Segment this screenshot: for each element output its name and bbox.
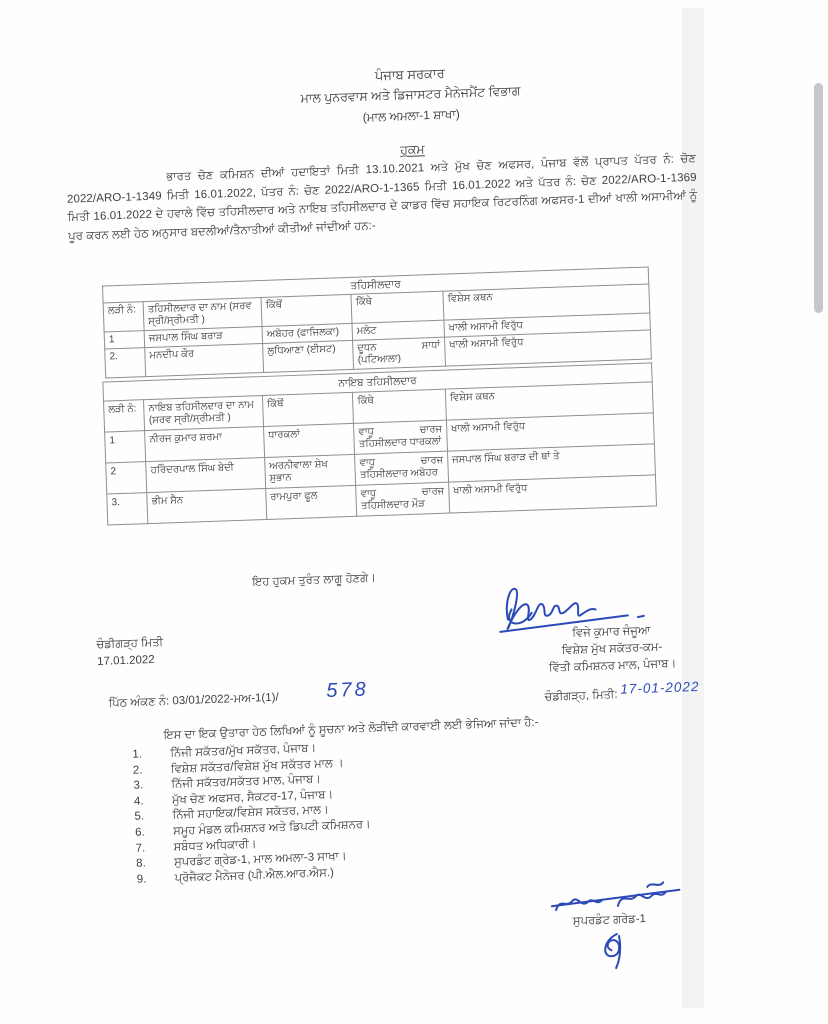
cell-name: ਭੀਮ ਸੈਨ — [147, 488, 267, 523]
order-date: 17.01.2022 — [96, 653, 155, 668]
officer-name: ਵਿਜੇ ਕੁਮਾਰ ਜੰਜੂਆ — [572, 624, 651, 640]
table-caption: ਤਹਿਸੀਲਦਾਰ — [103, 267, 649, 303]
col-header-to: ਕਿੱਥੇ — [353, 389, 447, 423]
cell-to: ਵਾਧੂ ਚਾਰਜ ਤਹਿਸੀਲਦਾਰ ਮੌੜ — [356, 482, 450, 516]
scanned-order-page — [3, 8, 757, 1013]
cell-from: ਧਾਰਕਲਾਂ — [263, 423, 355, 457]
naib-tehsildar-table — [102, 362, 657, 525]
branch-title: (ਮਾਲ ਅਮਲਾ-1 ਸ਼ਾਖਾ) — [362, 106, 460, 125]
cell-remarks: ਖਾਲੀ ਅਸਾਮੀ ਵਿਰੁੱਧ — [445, 330, 652, 366]
item-number: 8. — [135, 857, 146, 870]
cell-serial: 3. — [107, 493, 148, 525]
handwritten-ref-number: 578 — [325, 678, 370, 702]
officer-title-2: ਵਿੱਤੀ ਕਮਿਸ਼ਨਰ ਮਾਲ, ਪੰਜਾਬ। — [548, 657, 677, 675]
officer-block — [486, 620, 738, 680]
item-text: ਨਿੱਜੀ ਸਹਾਇਕ/ਵਿਸ਼ੇਸ ਸਕੱਤਰ, ਮਾਲ। — [172, 804, 329, 822]
cell-from: ਰਾਮਪੁਰਾ ਫੂਲ — [266, 485, 358, 519]
item-number: 6. — [134, 826, 145, 839]
cell-remarks: ਖਾਲੀ ਅਸਾਮੀ ਵਿਰੁੱਧ — [444, 313, 650, 337]
col-header-name: ਤਹਿਸੀਲਦਾਰ ਦਾ ਨਾਮ (ਸਰਵ ਸ੍ਰੀ/ਸ੍ਰੀਮਤੀ ) — [143, 298, 262, 331]
cell-remarks: ਖਾਲੀ ਅਸਾਮੀ ਵਿਰੁੱਧ — [446, 413, 654, 451]
item-number: 3. — [133, 779, 144, 792]
cell-from: ਅਬੋਹਰ (ਫਾਜਿਲਕਾ) — [262, 323, 353, 343]
place-date-block — [96, 635, 164, 671]
cell-serial: 2. — [105, 348, 146, 378]
cell-to: ਵਾਧੂ ਚਾਰਜ ਤਹਿਸੀਲਦਾਰ ਧਾਰਕਲਾਂ — [354, 420, 448, 454]
cell-from: ਅਰਨੀਵਾਲਾ ਸ਼ੇਖ ਸੁਭਾਨ — [264, 454, 356, 488]
distribution-list — [132, 732, 617, 889]
initials-ink — [591, 927, 639, 973]
department-title: ਮਾਲ ਪੁਨਰਵਾਸ ਅਤੇ ਡਿਜਾਸਟਰ ਮੈਨੇਜਮੈਂਟ ਵਿਭਾਗ — [300, 83, 521, 106]
government-title: ਪੰਜਾਬ ਸਰਕਾਰ — [374, 65, 445, 83]
endorsement-place-label: ਚੰਡੀਗੜ੍ਹ, ਮਿਤੀ: — [544, 688, 618, 704]
item-text: ਸਮੂਹ ਮੰਡਲ ਕਮਿਸ਼ਨਰ ਅਤੇ ਡਿਪਟੀ ਕਮਿਸ਼ਨਰ। — [172, 818, 371, 838]
col-header-serial: ਲੜੀ ਨੰ: — [104, 400, 145, 432]
col-header-remarks: ਵਿਸ਼ੇਸ ਕਥਨ — [443, 284, 650, 320]
immediate-effect-note: ਇਹ ਹੁਕਮ ਤੁਰੰਤ ਲਾਗੂ ਹੋਣਗੇ। — [252, 572, 377, 589]
item-number: 4. — [133, 795, 144, 808]
item-text: ਸਬੰਧਤ ਅਧਿਕਾਰੀ। — [173, 838, 257, 853]
cell-to: ਦੂਧਨ ਸਾਧਾਂ (ਪਟਿਆਲਾ) — [353, 337, 446, 369]
cell-to: ਮਲੋਟ — [352, 320, 445, 340]
item-text: ਨਿੱਜੀ ਸਕੱਤਰ/ਮੁੱਖ ਸਕੱਤਰ, ਪੰਜਾਬ। — [170, 742, 317, 760]
col-header-serial: ਲੜੀ ਨੰ: — [103, 302, 144, 332]
item-text: ਨਿੱਜੀ ਸਕੱਤਰ/ਸਕੱਤਰ ਮਾਲ, ਪੰਜਾਬ। — [171, 773, 322, 791]
item-number: 1. — [132, 748, 143, 761]
col-header-name: ਨਾਇਬ ਤਹਿਸੀਲਦਾਰ ਦਾ ਨਾਮ (ਸਰਵ ਸ੍ਰੀ/ਸ੍ਰੀਮਤੀ ) — [144, 396, 264, 431]
cell-serial: 2 — [106, 462, 147, 494]
scrollbar-thumb[interactable] — [814, 83, 823, 313]
table-caption: ਨਾਇਬ ਤਹਿਸੀਲਦਾਰ — [103, 363, 652, 401]
item-text: ਸੁਪਰਡੰਟ ਗ੍ਰੇਡ-1, ਮਾਲ ਅਮਲਾ-3 ਸਾਖਾ। — [173, 850, 347, 869]
cell-serial: 1 — [105, 431, 146, 463]
cell-to: ਵਾਧੂ ਚਾਰਜ ਤਹਿਸੀਲਦਾਰ ਅਬੋਹਰ — [355, 451, 449, 485]
cell-name: ਨੀਰਜ ਕੁਮਾਰ ਸ਼ਰਮਾ — [145, 427, 265, 462]
cell-name: ਜਸਪਾਲ ਸਿੰਘ ਬਰਾੜ — [144, 327, 263, 348]
col-header-to: ਕਿੱਥੇ — [351, 291, 444, 323]
tehsildar-table — [102, 266, 652, 378]
col-header-from: ਕਿੱਥੋਂ — [262, 392, 354, 426]
col-header-remarks: ਵਿਸ਼ੇਸ ਕਥਨ — [445, 382, 653, 420]
order-heading: ਹੁਕਮ — [399, 142, 425, 158]
cell-serial: 1 — [104, 331, 145, 349]
item-text: ਪ੍ਰੋਜੈਕਟ ਮੈਨੇਜਰ (ਪੀ.ਐਲ.ਆਰ.ਐਸ.) — [174, 866, 335, 885]
cell-from: ਲੁਧਿਆਣਾ (ਈਸਟ) — [263, 340, 354, 372]
item-number: 2. — [132, 764, 143, 777]
superintendent-title: ਸੁਪਰਡੰਟ ਗਰੇਡ-1 — [572, 912, 647, 928]
item-text: ਵਿਸ਼ੇਸ਼ ਸਕੱਤਰ/ਵਿਸ਼ੇਸ਼ ਮੁੱਖ ਸਕੱਤਰ ਮਾਲ । — [170, 757, 344, 776]
handwritten-date: 17-01-2022 — [620, 678, 700, 697]
cell-name: ਮਨਦੀਪ ਕੌਰ — [145, 343, 264, 376]
item-number: 9. — [136, 873, 147, 886]
item-text: ਮੁੱਖ ਚੋਣ ਅਫਸਰ, ਸੈਕਟਰ-17, ਪੰਜਾਬ। — [171, 788, 334, 807]
cell-name: ਹਰਿੰਦਰਪਾਲ ਸਿੰਘ ਬੇਦੀ — [146, 458, 266, 493]
item-number: 5. — [134, 810, 145, 824]
endorsement-ref: ਪਿੱਠ ਅੰਕਣ ਨੰ: 03/01/2022-ਮਅ-1(1)/ — [108, 691, 279, 710]
officer-title-1: ਵਿਸ਼ੇਸ਼ ਮੁੱਖ ਸਕੱਤਰ-ਕਮ- — [561, 641, 663, 657]
item-number: 7. — [135, 841, 146, 855]
distribution-intro: ਇਸ ਦਾ ਇਕ ਉਤਾਰਾ ਹੇਠ ਲਿਖਿਆਂ ਨੂੰ ਸੂਚਨਾ ਅਤੇ ਲੋੜੀਂਦੀ ਕਾਰਵਾਈ ਲਈ ਭੇਜਿਆ ਜਾਂਦਾ ਹੈ:- — [163, 716, 539, 742]
col-header-from: ਕਿੱਥੋਂ — [261, 294, 352, 326]
order-paragraph: ਭਾਰਤ ਚੋਣ ਕਮਿਸ਼ਨ ਦੀਆਂ ਹਦਾਇਤਾਂ ਮਿਤੀ 13.10.2021 ਅਤੇ ਮੁੱਖ ਚੋਣ ਅਫਸਰ, ਪੰਜਾਬ ਵੱਲੋਂ ਪ੍ਰਾਪਤ ਪੱਤਰ ਨੰ: ਚੋਣ 2022/ARO-1-1349 ਮਿਤੀ 16.01.2022, ਪੱਤਰ ਨੰ: ਚੋਣ 2022/ARO-1-1365 ਮਿਤੀ 16.01.2022 ਅਤੇ ਪੱਤਰ ਨੰ: ਚੋਣ 2022/ARO-1-1369 ਮਿਤੀ 16.01.2022 ਦੇ ਹਵਾਲੇ ਵਿੱਚ ਤਹਿਸੀਲਦਾਰ ਅਤੇ ਨਾਇਬ ਤਹਿਸੀਲਦਾਰ ਦੇ ਕਾਡਰ ਵਿੱਚ ਸਹਾਇਕ ਰਿਟਰਨਿੰਗ ਅਫਸਰ-1 ਦੀਆਂ ਖਾਲੀ ਅਸਾਮੀਆਂ ਨੂੰ ਪੂਰ ਕਰਨ ਲਈ ਹੇਠ ਅਨੁਸਾਰ ਬਦਲੀਆਂ/ਤੈਨਾਤੀਆਂ ਕੀਤੀਆਂ ਜਾਂਦੀਆਂ ਹਨ:- — [66, 152, 698, 243]
cell-remarks: ਖਾਲੀ ਅਸਾਮੀ ਵਿਰੁੱਧ — [448, 475, 656, 513]
cell-remarks: ਜਸਪਾਲ ਸਿੰਘ ਬਰਾੜ ਦੀ ਥਾਂ ਤੇ — [447, 444, 655, 482]
place-label: ਚੰਡੀਗੜ੍ਹ ਮਿਤੀ — [96, 636, 164, 651]
